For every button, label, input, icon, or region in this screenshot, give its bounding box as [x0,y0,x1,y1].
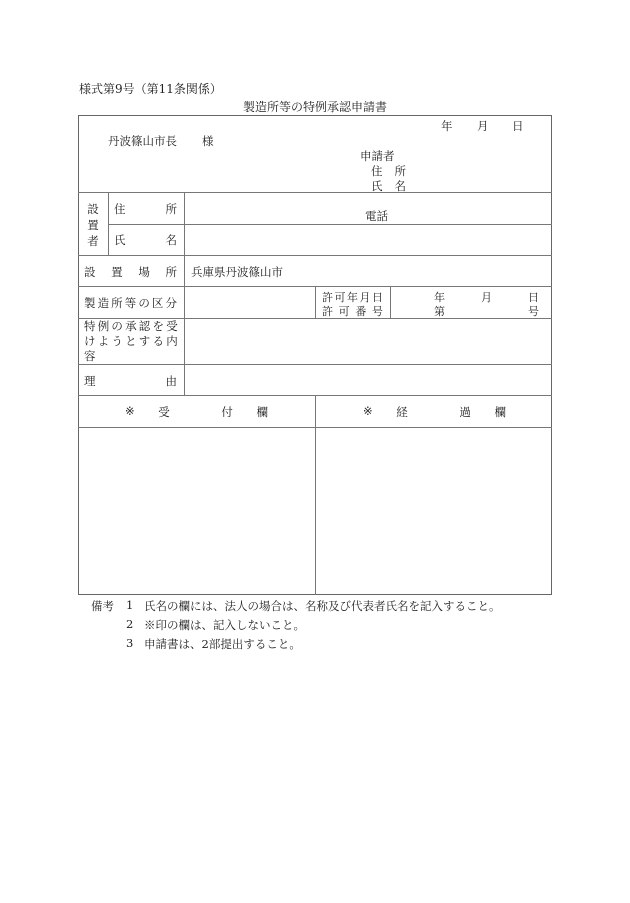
form-number: 様式第9号（第11条関係） [79,82,222,96]
installer-address-label: 住 所 [114,202,177,216]
honorific: 様 [202,134,214,148]
date-day-label: 日 [512,119,524,133]
facility-type-label: 製 造 所 等 の 区 分 [84,296,177,310]
divider [184,192,185,395]
installer-name-label: 氏 名 [114,233,177,247]
divider [78,255,552,256]
divider [108,192,109,255]
note-text: 氏名の欄には、法人の場合は、名称及び代表者氏名を記入すること。 [144,599,501,613]
permit-date-label: 許 可 年 月 日 [322,291,383,304]
installer-group-label: 設 置 者 [87,202,99,248]
reason-label: 理 由 [84,374,177,388]
permit-number-label: 許 可 番 号 [322,305,383,318]
page-title: 製造所等の特例承認申請書 [243,100,388,114]
date-year-label: 年 [441,119,453,133]
location-label: 設 置 場 所 [84,265,177,279]
applicant-name-label: 氏 名 [371,179,406,193]
note-text: 申請書は、2部提出すること。 [144,637,301,651]
reception-column-header: ※ 受 付 欄 [125,404,268,419]
notes-heading: 備考 [91,599,114,613]
reason-field[interactable] [190,367,548,393]
permit-number-field[interactable]: 第 号 [434,305,539,318]
location-value[interactable]: 兵庫県丹波篠山市 [191,265,283,279]
note-number: 1 [126,598,134,612]
exception-content-label: 特例の承認を受 けようとする内 容 [84,319,180,363]
divider [78,364,552,365]
divider [108,224,552,225]
divider [390,286,391,318]
applicant-label: 申請者 [360,149,395,163]
divider [315,286,316,318]
facility-type-field[interactable] [190,289,310,316]
progress-column-header: ※ 経 過 欄 [363,404,506,419]
note-text: ※印の欄は、記入しないこと。 [144,618,305,632]
permit-date-field[interactable]: 年 月 日 [434,291,539,304]
addressee: 丹波篠山市長 [108,134,177,148]
progress-area [317,429,550,593]
divider [315,395,316,595]
phone-label: 電話 [365,209,388,223]
note-number: 2 [126,617,134,631]
date-month-label: 月 [477,119,489,133]
divider [78,192,552,193]
installer-name-field[interactable] [190,227,548,253]
installer-address-field[interactable] [190,195,548,222]
applicant-address-label: 住 所 [371,164,406,178]
reception-area [80,429,313,593]
exception-content-field[interactable] [190,321,548,362]
note-number: 3 [126,636,134,650]
